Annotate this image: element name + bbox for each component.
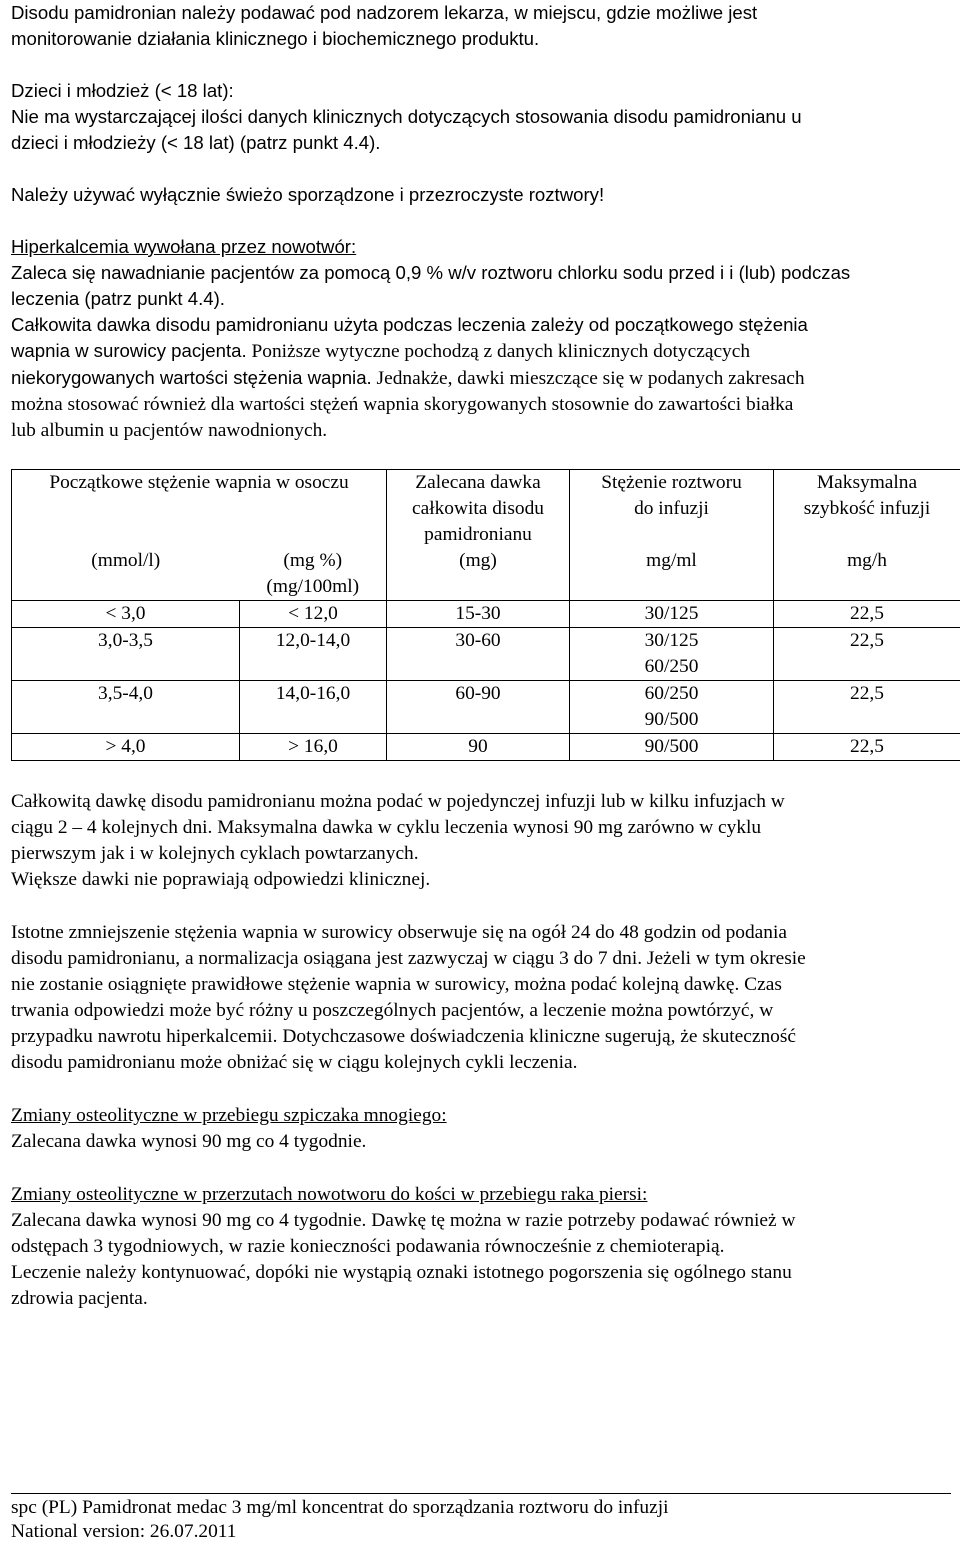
children-heading: Dzieci i młodzież (< 18 lat): [11, 78, 951, 104]
unit-mmol: (mmol/l) [12, 548, 240, 601]
table-row: < 3,0 < 12,0 15-30 30/125 22,5 [12, 601, 960, 628]
unit-mg-h: mg/h [774, 548, 960, 601]
total-dose-paragraph: Całkowitą dawkę disodu pamidronianu można podać w pojedynczej infuzji lub w kilku infuzjach w ciągu 2 – 4 kolejnych dni. Maksymalna dawka w cyklu leczenia wynosi 90 mg zarówno w cyklu pierwszym jak i w kolejnych cyklach powtarzanych. Większe dawki nie poprawiają odpowiedzi klinicznej. [11, 789, 951, 893]
myeloma-section: Zmiany osteolityczne w przebiegu szpiczaka mnogiego: Zalecana dawka wynosi 90 mg co 4 tygodnie. [11, 1103, 951, 1155]
table-header-row [12, 470, 960, 549]
footer-version: National version: 26.07.2011 [11, 1520, 951, 1544]
header-concentration: Stężenie roztworu do infuzji [570, 470, 774, 549]
table-row: 3,0-3,5 12,0-14,0 30-60 30/125 60/250 22,5 [12, 628, 960, 681]
intro-paragraph: Disodu pamidronian należy podawać pod nadzorem lekarza, w miejscu, gdzie możliwe jest monitorowanie działania klinicznego i biochemicznego produktu. [11, 0, 951, 52]
myeloma-heading: Zmiany osteolityczne w przebiegu szpiczaka mnogiego: [11, 1103, 951, 1129]
children-section: Dzieci i młodzież (< 18 lat): Nie ma wystarczającej ilości danych klinicznych dotyczących stosowania disodu pamidronianu u dzieci i młodzieży (< 18 lat) (patrz punkt 4.4). [11, 78, 951, 156]
header-max-rate: Maksymalna szybkość infuzji [774, 470, 960, 549]
unit-mg-ml: mg/ml [570, 548, 774, 601]
page-footer [11, 1493, 951, 1544]
header-recommended-dose: Zalecana dawka całkowita disodu pamidronianu [387, 470, 570, 549]
hypercalcemia-heading: Hiperkalcemia wywołana przez nowotwór: [11, 234, 951, 260]
footer-product: spc (PL) Pamidronat medac 3 mg/ml koncentrat do sporządzania roztworu do infuzji [11, 1496, 951, 1520]
header-initial-calcium: Początkowe stężenie wapnia w osoczu [12, 470, 387, 549]
table-row: > 4,0 > 16,0 90 90/500 22,5 [12, 734, 960, 761]
breast-cancer-section: Zmiany osteolityczne w przerzutach nowotworu do kości w przebiegu raka piersi: Zalecana dawka wynosi 90 mg co 4 tygodnie. Dawkę tę można w razie potrzeby podawać również w odstępach 3 tygodniowych, w razie konieczności podawania równocześnie z chemioterapią. Leczenie należy kontynuować, dopóki nie wystąpią oznaki istotnego pogorszenia się ogólnego stanu zdrowia pacjenta. [11, 1182, 951, 1312]
table-units-row [12, 548, 960, 601]
unit-mg-percent: (mg %) (mg/100ml) [240, 548, 387, 601]
dosage-table [11, 469, 960, 761]
unit-mg: (mg) [387, 548, 570, 601]
hypercalcemia-section: Hiperkalcemia wywołana przez nowotwór: Zaleca się nawadnianie pacjentów za pomocą 0,9 % w/v roztworu chlorku sodu przed i i (lub) podczas leczenia (patrz punkt 4.4). Całkowita dawka disodu pamidronianu użyta podczas leczenia zależy od początkowego stężenia wapnia w surowicy pacjenta. Poniższe wytyczne pochodzą z danych klinicznych dotyczących niekorygowanych wartości stężenia wapnia. Jednakże, dawki mieszczące się w podanych zakresach można stosować również dla wartości stężeń wapnia skorygowanych stosownie do zawartości białka lub albumin u pacjentów nawodnionych. [11, 234, 951, 444]
fresh-solutions-note: Należy używać wyłącznie świeżo sporządzone i przezroczyste roztwory! [11, 182, 951, 208]
breast-cancer-heading: Zmiany osteolityczne w przerzutach nowotworu do kości w przebiegu raka piersi: [11, 1182, 951, 1208]
calcium-reduction-paragraph: Istotne zmniejszenie stężenia wapnia w surowicy obserwuje się na ogół 24 do 48 godzin od podania disodu pamidronianu, a normalizacja osiągana jest zazwyczaj w ciągu 3 do 7 dni. Jeżeli w tym okresie nie zostanie osiągnięte prawidłowe stężenie wapnia w surowicy, można podać kolejną dawkę. Czas trwania odpowiedzi może być różny u poszczególnych pacjentów, a leczenie można powtórzyć, w przypadku nawrotu hiperkalcemii. Dotychczasowe doświadczenia kliniczne sugerują, że skuteczność disodu pamidronianu może obniżać się w ciągu kolejnych cykli leczenia. [11, 920, 951, 1076]
table-row: 3,5-4,0 14,0-16,0 60-90 60/250 90/500 22,5 [12, 681, 960, 734]
